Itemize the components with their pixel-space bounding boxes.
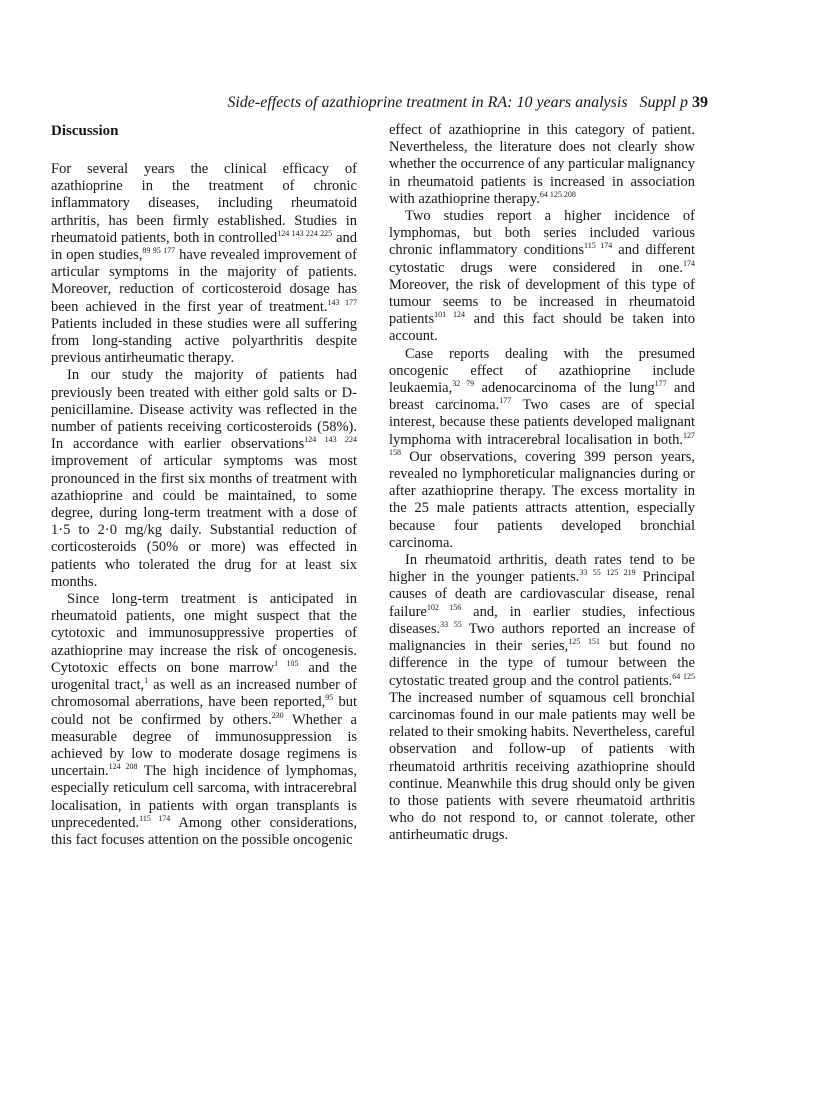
citation: 124 143 224 225 — [277, 228, 333, 238]
citation: 115 174 — [584, 241, 613, 251]
citation: 95 — [325, 693, 334, 703]
citation: 89 95 177 — [142, 246, 176, 256]
citation: 101 124 — [434, 310, 466, 320]
citation: 33 55 125 219 — [579, 568, 636, 578]
citation: 115 174 — [139, 813, 171, 823]
paragraph: In rheumatoid arthritis, death rates tend to be higher in the younger patients.$^{33 55 125 219}$ Principal causes of death are cardiovascular disease, renal failure$^{102 156}$ and, in earlier studies, infectious diseases.$^{33 55}$ Two authors reported an increase of malignancies in their series,$^{125 151}$ but found no difference in the type of tumour between the cytostatic treated group and the control patients.$^{64 125}$ The increased number of squamous cell bronchial carcinomas found in our male patients may well be related to their smoking habits. Nevertheless, careful observation and follow-up of patients with rheumatoid arthritis receiving azathioprine should continue. Meanwhile this drug should only be given to those patients with severe rheumatoid arthritis who do not respond to, or cannot tolerate, other antirheumatic drugs. — [389, 552, 696, 844]
citation: 32 79 — [452, 379, 475, 389]
paragraph: For several years the clinical efficacy of azathioprine in the treatment of chronic inflammatory diseases, including rheumatoid arthritis, has been firmly established. Studies in rheumatoid patients, both in controlled$^{124 143 224 225}$ and in open studies,$^{89 95 177}$ have revealed improvement of articular symptoms in the majority of patients. Moreover, reduction of corticosteroid dosage has been achieved in the first year of treatment.$^{143 177}$ Patients included in these studies were all suffering from long-standing active polyarthritis despite previous antirheumatic therapy. — [51, 161, 358, 367]
citation: 64 125 — [672, 671, 695, 681]
paragraph: In our study the majority of patients had previously been treated with either gold salts or D-penicillamine. Disease activity was reflected in the number of patients receiving corticosteroids (58%). In accordance with earlier observations$^{124 143 224}$ improvement of articular symptoms was most pronounced in the first six months of treatment with azathioprine and could be maintained, to some degree, during long-term treatment with a dose of 1·5 to 2·0 mg/kg daily. Substantial reduction of corticosteroids (50% or more) was effected in patients who tolerated the drug for at least six months. — [51, 367, 358, 590]
paragraph: effect of azathioprine in this category of patient. Nevertheless, the literature does not clearly show whether the occurrence of any particular malignancy in rheumatoid patients is increased in association with azathioprine therapy.$^{64 125 208}$ — [389, 122, 695, 207]
citation: 177 — [499, 396, 512, 406]
citation: 1 — [144, 676, 149, 686]
running-head-title: Side-effects of azathioprine treatment in RA: 10 years analysis — [227, 94, 628, 111]
left-column — [51, 122, 357, 849]
paragraph: Case reports dealing with the presumed oncogenic effect of azathioprine include leukaemia,$^{32 79}$ adenocarcinoma of the lung$^{177}$ and breast carcinoma.$^{177}$ Two cases are of special interest, because these patients developed malignant lymphoma with intracerebral localisation in both.$^{127 158}$ Our observations, covering 399 person years, revealed no lymphoreticular malignancies during or after azathioprine therapy. The excess mortality in the 25 male patients attracts attention, especially because four patients developed bronchial carcinoma. — [389, 345, 695, 551]
citation: 64 125 208 — [539, 189, 576, 199]
citation: 143 177 — [327, 297, 357, 307]
citation: 177 — [654, 379, 667, 389]
running-head — [227, 93, 708, 113]
right-column — [389, 122, 695, 845]
citation: 124 143 224 — [304, 435, 358, 445]
section-heading: Discussion — [51, 123, 119, 139]
page-number: Suppl p 39 — [639, 94, 708, 111]
citation: 33 55 — [440, 619, 462, 629]
paragraph: Two studies report a higher incidence of lymphomas, but both series included various chronic inflammatory conditions$^{115 174}$ and different cytostatic drugs were considered in one.$^{174}$ Moreover, the risk of development of this type of tumour seems to be increased in rheumatoid patients$^{101 124}$ and this fact should be taken into account. — [389, 208, 695, 345]
citation: 174 — [683, 258, 695, 268]
paragraph: Since long-term treatment is anticipated in rheumatoid patients, one might suspect that the cytotoxic and immunosuppressive properties of azathioprine may increase the risk of oncogenesis. Cytotoxic effects on bone marrow$^{1 105}$ and the urogenital tract,$^1$ as well as an increased number of chromosomal aberrations, have been reported,$^{95}$ but could not be confirmed by others.$^{230}$ Whether a measurable degree of immunosuppression is achieved by low to moderate dosage regimens is uncertain.$^{124 208}$ The high incidence of lymphomas, especially reticulum cell sarcoma, with intracerebral localisation, in patients with organ transplants is unprecedented.$^{115 174}$ Among other considerations, this fact focuses attention on the possible oncogenic — [51, 591, 357, 848]
citation: 1 105 — [274, 658, 299, 668]
citation: 124 208 — [108, 762, 138, 772]
citation: 127 158 — [389, 430, 695, 457]
citation: 102 156 — [426, 602, 462, 612]
citation: 230 — [271, 710, 284, 720]
citation: 125 151 — [568, 637, 600, 647]
